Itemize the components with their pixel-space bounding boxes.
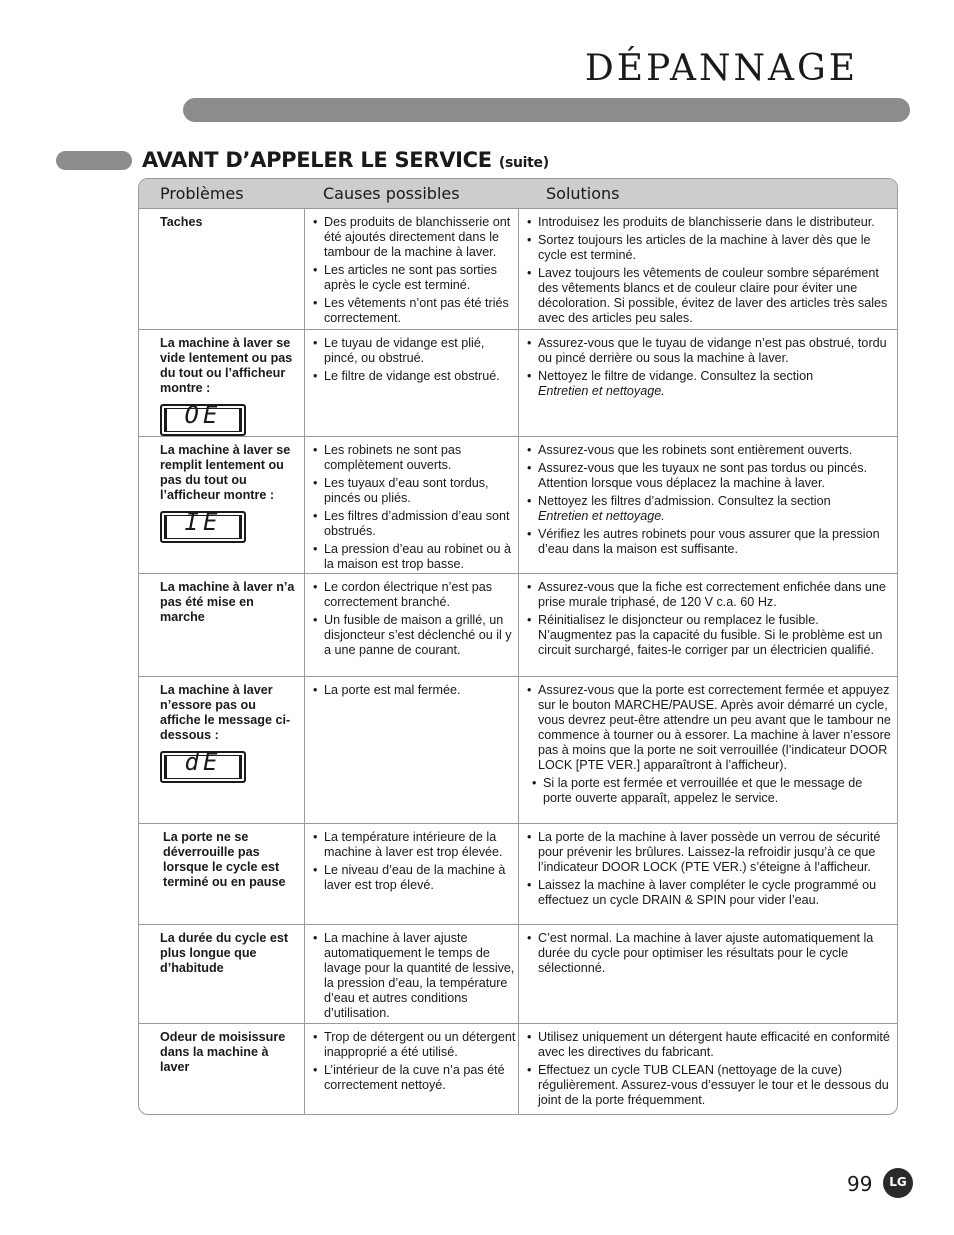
solution-item: • La porte de la machine à laver possède un verrou de sécurité pour prévenir les brûlures. Laissez-la refroidir jusqu’à ce que l’indicateur DOOR LOCK (PTE VER.) s’éteigne à l’afficheur. [527, 830, 893, 875]
error-display [160, 748, 246, 783]
problem-text: La machine à laver n’a pas été mise en marche [160, 580, 295, 624]
problem-cell [139, 330, 305, 436]
troubleshooting-table [138, 178, 898, 1115]
table-row [139, 824, 897, 925]
solution-item: • Assurez-vous que le tuyau de vidange n’est pas obstrué, tordu ou pincé derrière ou sous la machine à laver. [527, 336, 893, 366]
cause-item: • La porte est mal fermée. [313, 683, 516, 698]
solutions-cell [519, 330, 897, 436]
table-row [139, 677, 897, 824]
cause-item: • Les filtres d’admission d’eau sont obstrués. [313, 509, 516, 539]
lg-logo-text: LG [889, 1175, 907, 1189]
solution-item: • Introduisez les produits de blanchisserie dans le distributeur. [527, 215, 893, 230]
table-row [139, 925, 897, 1024]
problem-text: Taches [160, 215, 203, 229]
solution-item: • Lavez toujours les vêtements de couleur sombre séparément des vêtements blancs et de couleur claire pour éviter une décoloration. Si possible, évitez de laver des articles très sales avec des articles peu sales. [527, 266, 893, 326]
causes-cell [305, 574, 519, 676]
solution-item: • Sortez toujours les articles de la machine à laver dès que le cycle est terminé. [527, 233, 893, 263]
solutions-cell [519, 209, 897, 329]
section-marker [56, 151, 132, 170]
solution-reference: Entretien et nettoyage. [538, 384, 665, 398]
solution-item: • Effectuez un cycle TUB CLEAN (nettoyage de la cuve) régulièrement. Assurez-vous d’essuyer le tour et le dessous du joint de la porte fréquemment. [527, 1063, 893, 1108]
problem-text: Odeur de moisissure dans la machine à laver [160, 1030, 286, 1074]
cause-item: • Le filtre de vidange est obstrué. [313, 369, 516, 384]
solution-item: • Vérifiez les autres robinets pour vous assurer que la pression d’eau dans la maison est suffisante. [527, 527, 893, 557]
cause-item: • La pression d’eau au robinet ou à la maison est trop basse. [313, 542, 516, 572]
cause-item: • Le niveau d’eau de la machine à laver est trop élevé. [313, 863, 516, 893]
section-suffix: (suite) [498, 155, 549, 171]
problem-cell [139, 574, 305, 676]
lg-logo-icon [883, 1168, 913, 1198]
problem-text: La machine à laver se vide lentement ou pas du tout ou l’afficheur montre : [160, 336, 293, 395]
cause-item: • Les robinets ne sont pas complètement ouverts. [313, 443, 516, 473]
solution-item: • Réinitialisez le disjoncteur ou remplacez le fusible. N’augmentez pas la capacité du fusible. Si le problème est un circuit surchargé, faites-le corriger par un électricien qualifié. [527, 613, 893, 658]
column-header-solutions: Solutions [546, 184, 620, 203]
solution-item: • Si la porte est fermée et verrouillée et que le message de porte ouverte apparaît, appelez le service. [532, 776, 893, 806]
error-display [160, 401, 246, 436]
cause-item: • Le cordon électrique n’est pas correctement branché. [313, 580, 516, 610]
cause-item: • La température intérieure de la machine à laver est trop élevée. [313, 830, 516, 860]
problem-text: La porte ne se déverrouille pas lorsque le cycle est terminé ou en pause [163, 830, 286, 889]
solution-item [527, 494, 893, 524]
solution-text: Nettoyez les filtres d’admission. Consultez la section [538, 494, 831, 508]
column-header-problems: Problèmes [160, 184, 244, 203]
solution-item: • Laissez la machine à laver compléter le cycle programmé ou effectuez un cycle DRAIN & SPIN pour vider l’eau. [527, 878, 893, 908]
table-row [139, 1024, 897, 1115]
problem-text: La machine à laver n’essore pas ou affiche le message ci-dessous : [160, 683, 291, 742]
page-number: 99 [847, 1172, 873, 1196]
error-code: IE [184, 508, 222, 536]
causes-cell [305, 824, 519, 924]
solution-item: • Utilisez uniquement un détergent haute efficacité en conformité avec les directives du fabricant. [527, 1030, 893, 1060]
problem-text: La durée du cycle est plus longue que d’habitude [160, 931, 289, 975]
cause-item: • Trop de détergent ou un détergent inapproprié a été utilisé. [313, 1030, 516, 1060]
section-title: AVANT D’APPELER LE SERVICE [142, 148, 492, 172]
solution-item: • C’est normal. La machine à laver ajuste automatiquement la durée du cycle pour optimiser les résultats pour le cycle sélectionné. [527, 931, 893, 976]
table-header [139, 179, 897, 209]
causes-cell [305, 209, 519, 329]
problem-cell [139, 1024, 305, 1115]
solution-text: Nettoyez le filtre de vidange. Consultez la section [538, 369, 814, 383]
column-header-causes: Causes possibles [323, 184, 460, 203]
problem-cell [139, 209, 305, 329]
table-row [139, 209, 897, 330]
problem-cell [139, 925, 305, 1023]
problem-cell [139, 824, 305, 924]
cause-item: • L’intérieur de la cuve n’a pas été correctement nettoyé. [313, 1063, 516, 1093]
cause-item: • Les tuyaux d’eau sont tordus, pincés ou pliés. [313, 476, 516, 506]
solutions-cell [519, 925, 897, 1023]
solution-item [527, 369, 893, 399]
solutions-cell [519, 1024, 897, 1115]
solutions-cell [519, 574, 897, 676]
cause-item: • Les vêtements n’ont pas été triés correctement. [313, 296, 516, 326]
cause-item: • Des produits de blanchisserie ont été ajoutés directement dans le tambour de la machine à laver. [313, 215, 516, 260]
error-display [160, 508, 246, 543]
section-heading [142, 148, 549, 172]
solution-item: • Assurez-vous que les robinets sont entièrement ouverts. [527, 443, 893, 458]
page-title: DÉPANNAGE [584, 48, 858, 89]
causes-cell [305, 437, 519, 573]
cause-item: • Un fusible de maison a grillé, un disjoncteur s’est déclenché ou il y a une panne de courant. [313, 613, 516, 658]
cause-item: • Les articles ne sont pas sorties après le cycle est terminé. [313, 263, 516, 293]
header-bar [183, 98, 910, 122]
error-code: dE [184, 748, 222, 776]
cause-item: • La machine à laver ajuste automatiquement le temps de lavage pour la quantité de lessive, la pression d’eau, la température d’eau et autres conditions d’utilisation. [313, 931, 516, 1021]
problem-text: La machine à laver se remplit lentement ou pas du tout ou l’afficheur montre : [160, 443, 291, 502]
problem-cell [139, 437, 305, 573]
table-row [139, 330, 897, 437]
causes-cell [305, 677, 519, 823]
solution-item: • Assurez-vous que la fiche est correctement enfichée dans une prise murale triphasé, de 120 V c.a. 60 Hz. [527, 580, 893, 610]
solution-item: • Assurez-vous que les tuyaux ne sont pas tordus ou pincés. Attention lorsque vous déplacez la machine à laver. [527, 461, 893, 491]
causes-cell [305, 925, 519, 1023]
causes-cell [305, 1024, 519, 1115]
solution-item: • Assurez-vous que la porte est correctement fermée et appuyez sur le bouton MARCHE/PAUSE. Après avoir démarré un cycle, vous devrez peut-être attendre un peu avant que le tambour ne commence à tourner ou à essorer. La machine à laver n’essore pas à moins que la porte ne soit verrouillée (l’indicateur DOOR LOCK [PTE VER.] apparaîtront à l’afficheur). [527, 683, 893, 773]
solutions-cell [519, 677, 897, 823]
solutions-cell [519, 824, 897, 924]
cause-item: • Le tuyau de vidange est plié, pincé, ou obstrué. [313, 336, 516, 366]
solutions-cell [519, 437, 897, 573]
problem-cell [139, 677, 305, 823]
error-code: OE [184, 401, 222, 429]
solution-reference: Entretien et nettoyage. [538, 509, 665, 523]
causes-cell [305, 330, 519, 436]
table-row [139, 437, 897, 574]
table-row [139, 574, 897, 677]
